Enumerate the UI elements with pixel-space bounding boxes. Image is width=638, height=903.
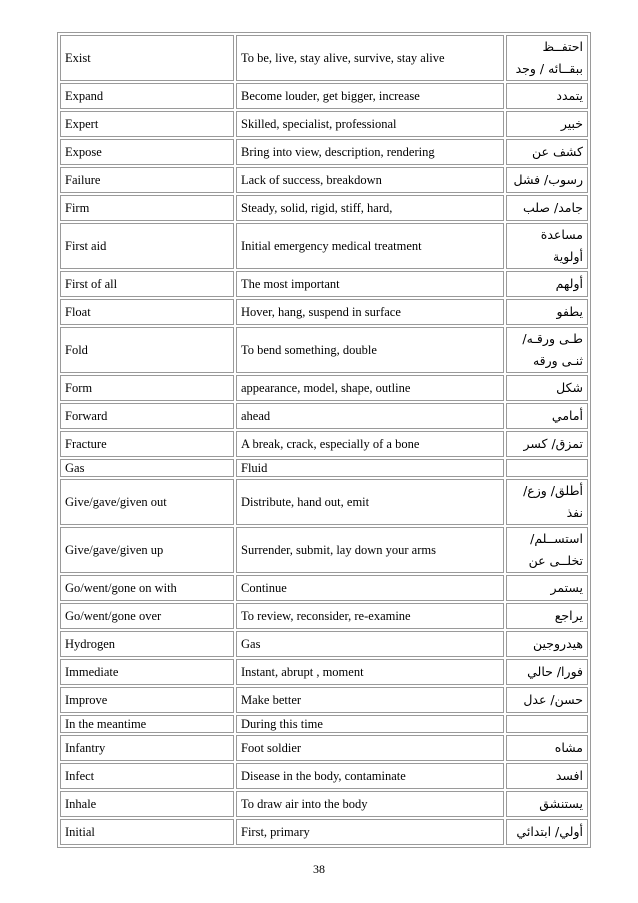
table-row xyxy=(60,167,588,193)
term-cell: Improve xyxy=(60,687,234,713)
table-row xyxy=(60,575,588,601)
arabic-cell: هيدروجين xyxy=(506,631,588,657)
table-row xyxy=(60,83,588,109)
term-cell: Give/gave/given out xyxy=(60,479,234,525)
table-row xyxy=(60,763,588,789)
definition-cell: The most important xyxy=(236,271,504,297)
definition-cell: Lack of success, breakdown xyxy=(236,167,504,193)
arabic-cell xyxy=(506,715,588,733)
term-cell: Forward xyxy=(60,403,234,429)
definition-cell: Fluid xyxy=(236,459,504,477)
table-row xyxy=(60,375,588,401)
arabic-cell: يستمر xyxy=(506,575,588,601)
table-row xyxy=(60,791,588,817)
table-row xyxy=(60,715,588,733)
arabic-cell: أولهم xyxy=(506,271,588,297)
table-row xyxy=(60,659,588,685)
table-row xyxy=(60,299,588,325)
arabic-cell: كشف عن xyxy=(506,139,588,165)
arabic-cell: أطلق/ وزع/ نفذ xyxy=(506,479,588,525)
arabic-cell: استســلم/ تخلــى عن xyxy=(506,527,588,573)
table-row xyxy=(60,431,588,457)
term-cell: Inhale xyxy=(60,791,234,817)
arabic-cell: افسد xyxy=(506,763,588,789)
term-cell: Go/went/gone over xyxy=(60,603,234,629)
table-row xyxy=(60,479,588,525)
definition-cell: Gas xyxy=(236,631,504,657)
arabic-cell xyxy=(506,459,588,477)
arabic-cell: تمزق/ كسر xyxy=(506,431,588,457)
table-row xyxy=(60,819,588,845)
definition-cell: ahead xyxy=(236,403,504,429)
term-cell: Float xyxy=(60,299,234,325)
arabic-cell: حسن/ عدل xyxy=(506,687,588,713)
table-row xyxy=(60,631,588,657)
term-cell: Give/gave/given up xyxy=(60,527,234,573)
definition-cell: Disease in the body, contaminate xyxy=(236,763,504,789)
arabic-cell: خبير xyxy=(506,111,588,137)
definition-cell: Foot soldier xyxy=(236,735,504,761)
definition-cell: A break, crack, especially of a bone xyxy=(236,431,504,457)
arabic-cell: شكل xyxy=(506,375,588,401)
arabic-cell: أولي/ ابتدائي xyxy=(506,819,588,845)
arabic-cell: يتمدد xyxy=(506,83,588,109)
definition-cell: Continue xyxy=(236,575,504,601)
definition-cell: Become louder, get bigger, increase xyxy=(236,83,504,109)
table-row xyxy=(60,327,588,373)
arabic-cell: طـى ورقـه/ ثنـى ورقه xyxy=(506,327,588,373)
table-row xyxy=(60,687,588,713)
term-cell: Infantry xyxy=(60,735,234,761)
definition-cell: First, primary xyxy=(236,819,504,845)
table-row xyxy=(60,403,588,429)
glossary-table xyxy=(57,32,591,848)
term-cell: Exist xyxy=(60,35,234,81)
arabic-cell: فورا/ حالي xyxy=(506,659,588,685)
table-row xyxy=(60,527,588,573)
definition-cell: Make better xyxy=(236,687,504,713)
definition-cell: Distribute, hand out, emit xyxy=(236,479,504,525)
definition-cell: To be, live, stay alive, survive, stay alive xyxy=(236,35,504,81)
term-cell: Hydrogen xyxy=(60,631,234,657)
term-cell: Firm xyxy=(60,195,234,221)
definition-cell: To draw air into the body xyxy=(236,791,504,817)
term-cell: Expand xyxy=(60,83,234,109)
definition-cell: During this time xyxy=(236,715,504,733)
arabic-cell: جامد/ صلب xyxy=(506,195,588,221)
term-cell: Immediate xyxy=(60,659,234,685)
term-cell: In the meantime xyxy=(60,715,234,733)
table-row xyxy=(60,111,588,137)
term-cell: Expose xyxy=(60,139,234,165)
definition-cell: Initial emergency medical treatment xyxy=(236,223,504,269)
term-cell: Gas xyxy=(60,459,234,477)
table-row xyxy=(60,735,588,761)
term-cell: Form xyxy=(60,375,234,401)
term-cell: Fracture xyxy=(60,431,234,457)
arabic-cell: يطفو xyxy=(506,299,588,325)
glossary-rows xyxy=(60,35,588,845)
arabic-cell: مساعدة أولوية xyxy=(506,223,588,269)
table-row xyxy=(60,459,588,477)
definition-cell: To review, reconsider, re-examine xyxy=(236,603,504,629)
definition-cell: Skilled, specialist, professional xyxy=(236,111,504,137)
table-row xyxy=(60,603,588,629)
definition-cell: Hover, hang, suspend in surface xyxy=(236,299,504,325)
page-number: 38 xyxy=(313,862,325,876)
table-row xyxy=(60,223,588,269)
term-cell: Go/went/gone on with xyxy=(60,575,234,601)
term-cell: First aid xyxy=(60,223,234,269)
definition-cell: Surrender, submit, lay down your arms xyxy=(236,527,504,573)
table-row xyxy=(60,195,588,221)
arabic-cell: رسوب/ فشل xyxy=(506,167,588,193)
definition-cell: Bring into view, description, rendering xyxy=(236,139,504,165)
definition-cell: Instant, abrupt , moment xyxy=(236,659,504,685)
arabic-cell: يستنشق xyxy=(506,791,588,817)
arabic-cell: أمامي xyxy=(506,403,588,429)
table-row xyxy=(60,35,588,81)
term-cell: Failure xyxy=(60,167,234,193)
table-row xyxy=(60,271,588,297)
definition-cell: appearance, model, shape, outline xyxy=(236,375,504,401)
arabic-cell: مشاه xyxy=(506,735,588,761)
term-cell: Expert xyxy=(60,111,234,137)
term-cell: First of all xyxy=(60,271,234,297)
definition-cell: To bend something, double xyxy=(236,327,504,373)
term-cell: Fold xyxy=(60,327,234,373)
term-cell: Initial xyxy=(60,819,234,845)
term-cell: Infect xyxy=(60,763,234,789)
table-row xyxy=(60,139,588,165)
definition-cell: Steady, solid, rigid, stiff, hard, xyxy=(236,195,504,221)
arabic-cell: احتفــظ ببقــائه / وجد xyxy=(506,35,588,81)
arabic-cell: يراجع xyxy=(506,603,588,629)
